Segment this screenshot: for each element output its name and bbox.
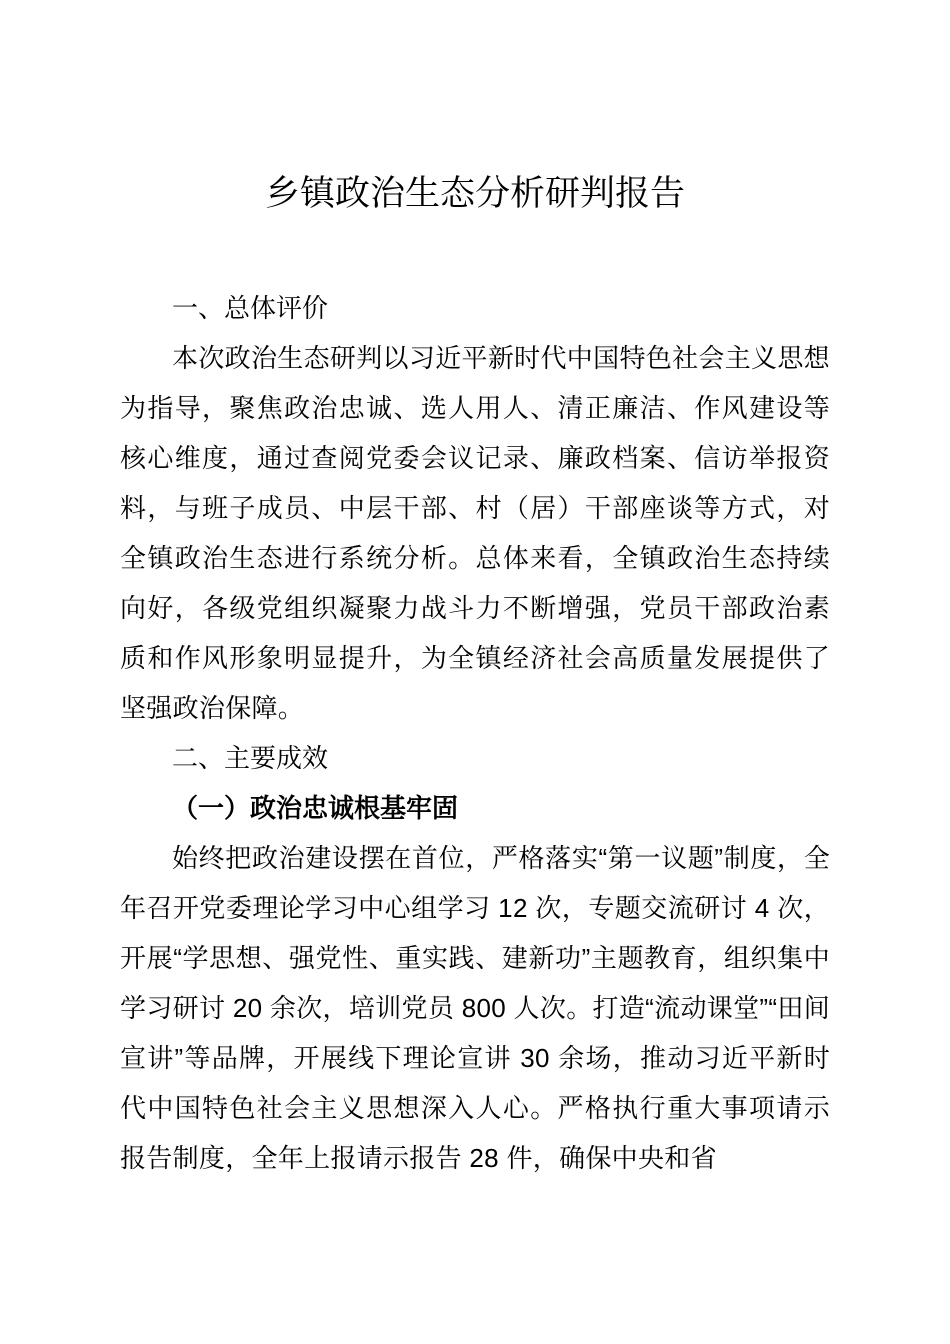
paragraph-political-loyalty: 始终把政治建设摆在首位，严格落实“第一议题”制度，全年召开党委理论学习中心组学习 12 次，专题交流研讨 4 次，开展“学思想、强党性、重实践、建新功”主题教育，组织集中学习研讨 20 余次，培训党员 800 人次。打造“流动课堂”“田间宣讲”等品牌，开展线下理论宣讲 30 余场，推动习近平新时代中国特色社会主义思想深入人心。严格执行重大事项请示报告制度，全年上报请示报告 28 件，确保中央和省: [120, 843, 830, 1173]
section-heading-overall-evaluation: 一、总体评价: [172, 293, 329, 323]
section-heading-main-achievements: 二、主要成效: [172, 743, 329, 773]
subsection-heading-political-loyalty: （一）政治忠诚根基牢固: [172, 793, 459, 823]
document-title: 乡镇政治生态分析研判报告: [264, 174, 685, 213]
paragraph-overall-evaluation: 本次政治生态研判以习近平新时代中国特色社会主义思想为指导，聚焦政治忠诚、选人用人、清正廉洁、作风建设等核心维度，通过查阅党委会议记录、廉政档案、信访举报资料，与班子成员、中层干部、村（居）干部座谈等方式，对全镇政治生态进行系统分析。总体来看，全镇政治生态持续向好，各级党组织凝聚力战斗力不断增强，党员干部政治素质和作风形象明显提升，为全镇经济社会高质量发展提供了坚强政治保障。: [120, 343, 830, 723]
